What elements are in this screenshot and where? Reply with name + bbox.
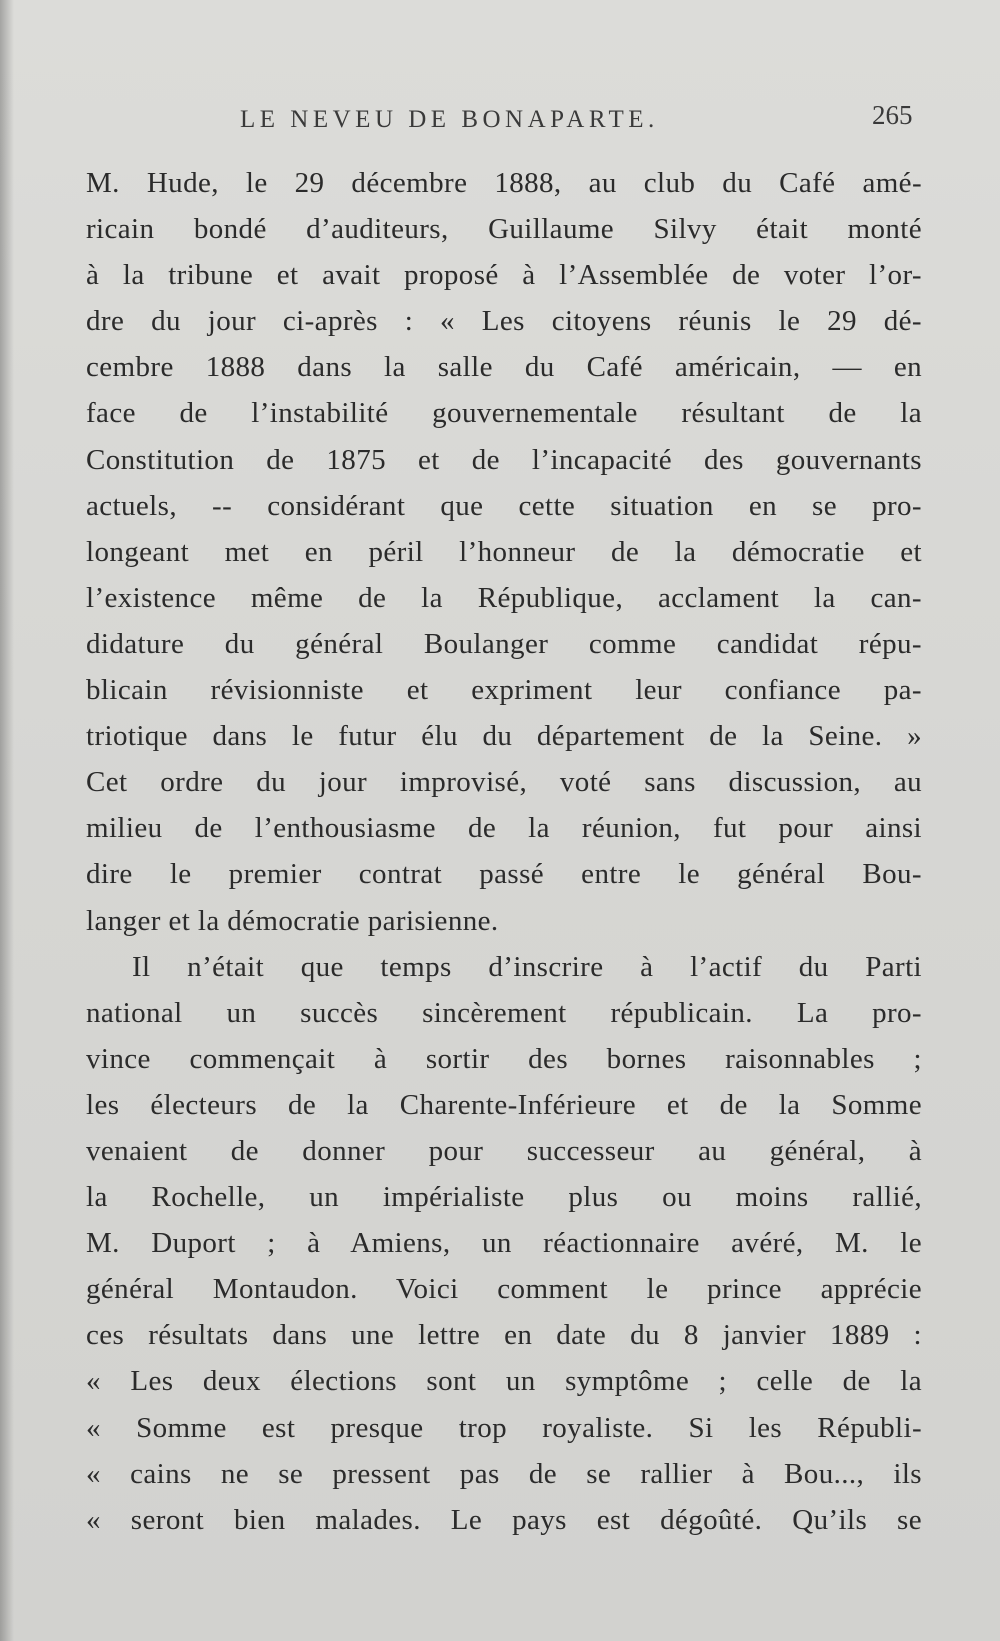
text-line: ces résultats dans une lettre en date du 8 janvier 1889 :: [86, 1319, 922, 1352]
text-line: les électeurs de la Charente-Inférieure et de la Somme: [86, 1088, 922, 1121]
text-line: « Somme est presque trop royaliste. Si les Républi-: [86, 1411, 922, 1444]
text-line: M. Hude, le 29 décembre 1888, au club du Café amé-: [86, 167, 922, 199]
text-line: cembre 1888 dans la salle du Café américain, — en: [86, 351, 922, 384]
text-line: milieu de l’enthousiasme de la réunion, fut pour ainsi: [86, 812, 922, 845]
text-line: face de l’instabilité gouvernementale résultant de la: [86, 397, 922, 430]
text-line: ricain bondé d’auditeurs, Guillaume Silvy était monté: [86, 213, 922, 246]
paragraph-end-line: langer et la démocratie parisienne.: [86, 904, 499, 937]
text-line: « cains ne se pressent pas de se rallier à Bou..., ils: [86, 1457, 922, 1490]
body-text: [86, 160, 922, 1543]
text-line: dre du jour ci-après : « Les citoyens réunis le 29 dé-: [86, 305, 922, 338]
text-line: venaient de donner pour successeur au général, à: [86, 1134, 922, 1167]
binding-shadow: [0, 0, 14, 1641]
paragraph-start-line: Il n’était que temps d’inscrire à l’actif du Parti: [132, 950, 922, 983]
page-number: 265: [872, 100, 913, 130]
text-line: à la tribune et avait proposé à l’Assemblée de voter l’or-: [86, 259, 922, 292]
text-line: blicain révisionniste et expriment leur confiance pa-: [86, 674, 922, 707]
text-line: didature du général Boulanger comme candidat répu-: [86, 627, 922, 660]
text-line: M. Duport ; à Amiens, un réactionnaire avéré, M. le: [86, 1227, 922, 1260]
text-line: la Rochelle, un impérialiste plus ou moins rallié,: [86, 1181, 922, 1214]
text-line: triotique dans le futur élu du département de la Seine. »: [86, 720, 922, 753]
text-line: longeant met en péril l’honneur de la démocratie et: [86, 535, 922, 568]
text-line: Constitution de 1875 et de l’incapacité des gouvernants: [86, 443, 922, 476]
text-line: « seront bien malades. Le pays est dégoûté. Qu’ils se: [86, 1503, 922, 1536]
running-title: LE NEVEU DE BONAPARTE.: [240, 106, 659, 133]
text-line: « Les deux élections sont un symptôme ; celle de la: [86, 1365, 922, 1398]
text-line: dire le premier contrat passé entre le général Bou-: [86, 858, 922, 891]
text-line: Cet ordre du jour improvisé, voté sans discussion, au: [86, 766, 922, 799]
text-line: général Montaudon. Voici comment le prince apprécie: [86, 1273, 922, 1306]
text-line: actuels, -- considérant que cette situation en se pro-: [86, 489, 922, 522]
text-line: vince commençait à sortir des bornes raisonnables ;: [86, 1042, 922, 1075]
text-line: national un succès sincèrement républicain. La pro-: [86, 996, 922, 1029]
text-line: l’existence même de la République, acclament la can-: [86, 581, 922, 614]
